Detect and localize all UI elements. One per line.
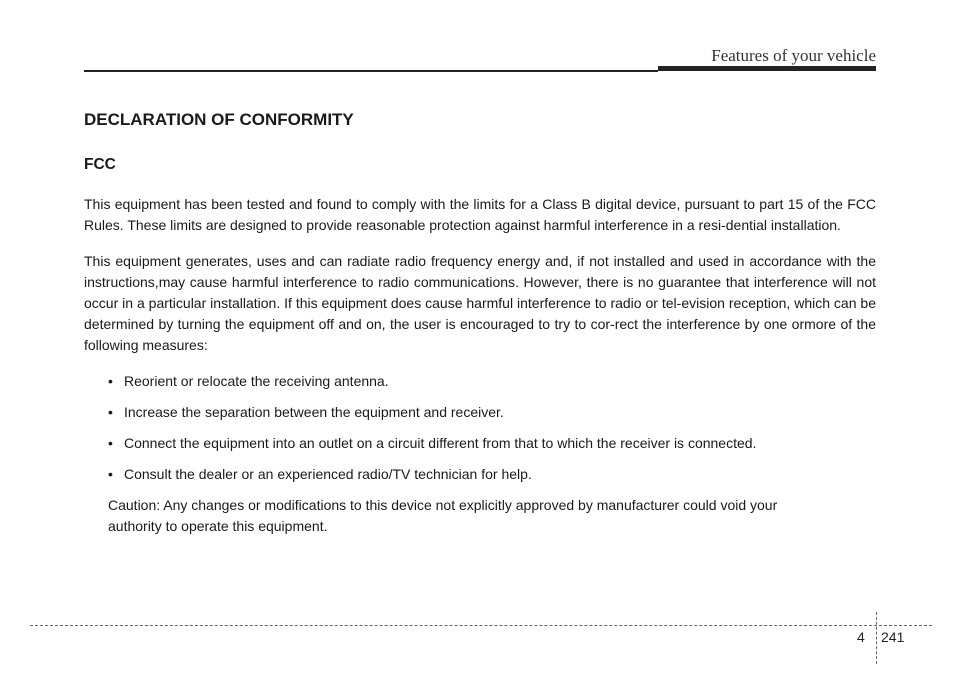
page-content xyxy=(84,110,876,537)
page-number: 241 xyxy=(881,629,905,645)
list-item: • Increase the separation between the equipment and receiver. xyxy=(108,402,876,423)
header-tab-bar xyxy=(658,66,876,71)
page-title: DECLARATION OF CONFORMITY xyxy=(84,110,354,129)
header-rule xyxy=(84,70,658,72)
paragraph-interference: This equipment generates, uses and can radiate radio frequency energy and, if not installed and used in accordance with the instructions,may cause harmful interference to radio communications. However, there is no guarantee that interference will not occur in a particular installation. If this equipment does cause harmful interference to radio or tel-evision reception, which can be determined by turning the equipment off and on, the user is encouraged to try to cor-rect the interference by one ormore of the following measures: xyxy=(84,253,876,353)
list-item: • Connect the equipment into an outlet on a circuit different from that to which the receiver is connected. xyxy=(108,433,876,454)
list-item: • Reorient or relocate the receiving antenna. xyxy=(108,371,876,392)
chapter-number: 4 xyxy=(857,629,865,645)
footer-divider xyxy=(876,612,877,664)
list-item: • Consult the dealer or an experienced radio/TV technician for help. xyxy=(108,464,876,485)
page-subtitle: FCC xyxy=(84,156,116,173)
measures-list xyxy=(84,371,876,485)
paragraph-limits: This equipment has been tested and found to comply with the limits for a Class B digital device, pursuant to part 15 of the FCC Rules. These limits are designed to provide reasonable protection against harmful interference in a resi-dential installation. xyxy=(84,196,876,233)
section-title: Features of your vehicle xyxy=(711,46,876,65)
footer-rule xyxy=(30,625,932,626)
caution-note: Caution: Any changes or modifications to this device not explicitly approved by manufacturer could void your authority to operate this equipment. xyxy=(108,497,778,534)
